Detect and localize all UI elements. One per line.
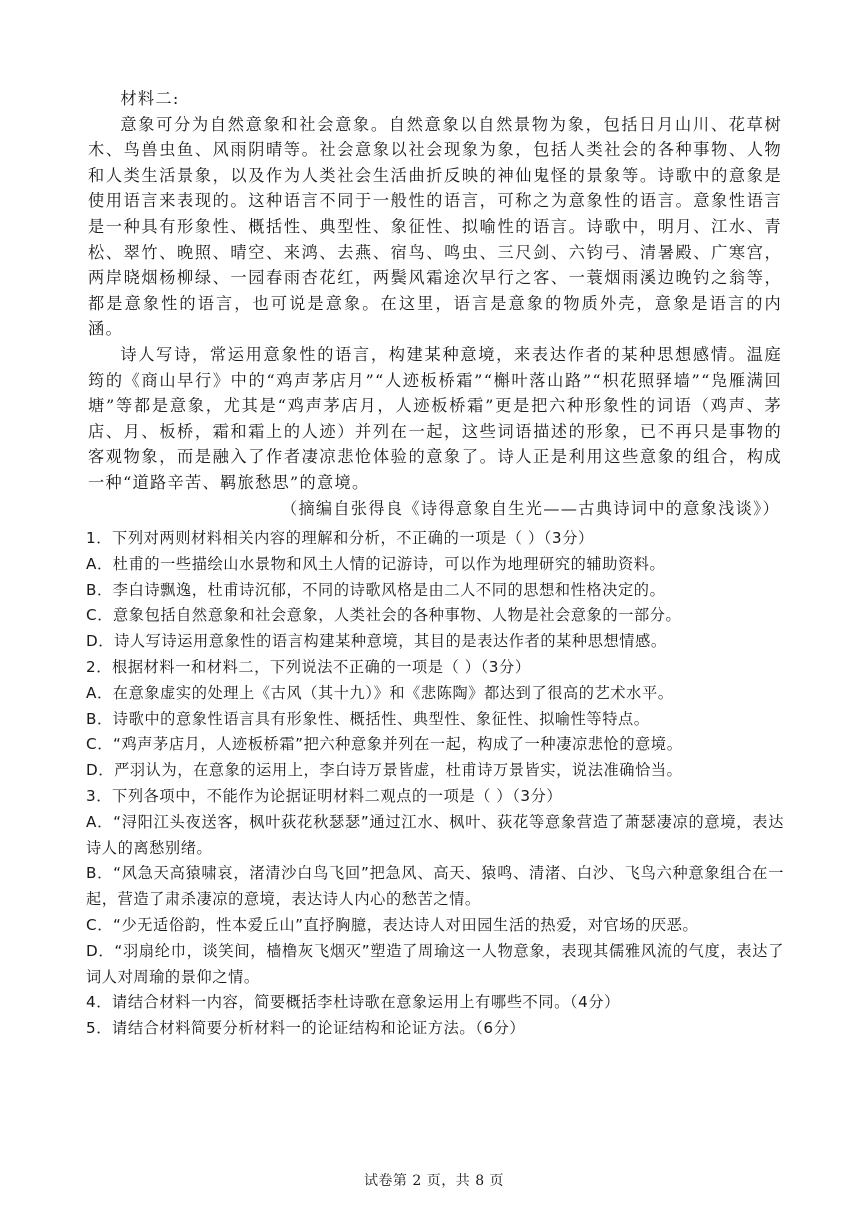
option-d: D．“羽扇纶巾，谈笑间，樯橹灰飞烟灭”塑造了周瑜这一人物意象，表现其儒雅风流的气度，表达了词人对周瑜的景仰之情。: [86, 941, 784, 986]
option-a: A．杜甫的一些描绘山水景物和风土人情的记游诗，可以作为地理研究的辅助资料。: [86, 554, 666, 573]
question-stem: 4．请结合材料一内容，简要概括李杜诗歌在意象运用上有哪些不同。（4分）: [86, 993, 620, 1012]
option-b: B．“风急天高猿啸哀，渚清沙白鸟飞回”把急风、高天、猿鸣、清渚、白沙、飞鸟六种意象组合在一起，营造了肃杀凄凉的意境，表达诗人内心的愁苦之情。: [86, 864, 784, 909]
question-3: [86, 784, 784, 990]
question-stem: 3．下列各项中，不能作为论据证明材料二观点的一项是（ ）（3分）: [86, 786, 563, 805]
material-two-passage: [88, 86, 782, 521]
option-b: B．诗歌中的意象性语言具有形象性、概括性、典型性、象征性、拟喻性等特点。: [86, 709, 650, 728]
option-c: C．“鸡声茅店月，人迹板桥霜”把六种意象并列在一起，构成了一种凄凉悲怆的意境。: [86, 735, 683, 754]
passage-source: （摘编自张得良《诗得意象自生光——古典诗词中的意象浅谈》）: [280, 498, 780, 518]
material-heading: 材料二:: [120, 89, 180, 108]
option-d: D．严羽认为，在意象的运用上，李白诗万景皆虚，杜甫诗万景皆实，说法准确恰当。: [86, 761, 683, 780]
option-c: C．意象包括自然意象和社会意象，人类社会的各种事物、人物是社会意象的一部分。: [86, 606, 682, 625]
question-4: [86, 990, 784, 1016]
option-a: A．“浔阳江头夜送客，枫叶荻花秋瑟瑟”通过江水、枫叶、荻花等意象营造了萧瑟凄凉的意境，表达诗人的离愁别绪。: [86, 812, 784, 857]
question-2: [86, 655, 784, 784]
passage-paragraph-1: 意象可分为自然意象和社会意象。自然意象以自然景物为象，包括日月山川、花草树木、鸟兽虫鱼、风雨阴晴等。社会意象以社会现象为象，包括人类社会的各种事物、人物和人类生活景象，以及作为人类社会生活曲折反映的神仙鬼怪的景象等。诗歌中的意象是使用语言来表现的。这种语言不同于一般性的语言，可称之为意象性的语言。意象性语言是一种具有形象性、概括性、典型性、象征性、拟喻性的语言。诗歌中，明月、江水、青松、翠竹、晚照、晴空、来鸿、去燕、宿鸟、鸣虫、三尺剑、六钧弓、清暑殿、广寒宫，两岸晓烟杨柳绿、一园春雨杏花红，两鬓风霜途次早行之客、一蓑烟雨溪边晚钓之翁等，都是意象性的语言，也可说是意象。在这里，语言是意象的物质外壳，意象是语言的内涵。: [88, 114, 782, 339]
question-1: [86, 526, 784, 655]
question-stem: 2．根据材料一和材料二，下列说法不正确的一项是（ ）（3分）: [86, 657, 531, 676]
question-stem: 1．下列对两则材料相关内容的理解和分析，不正确的一项是（ ）（3分）: [86, 529, 594, 547]
option-d: D．诗人写诗运用意象性的语言构建某种意境，其目的是表达作者的某种思想情感。: [86, 632, 667, 651]
option-c: C．“少无适俗韵，性本爱丘山”直抒胸臆，表达诗人对田园生活的热爱，对官场的厌恶。: [86, 915, 699, 934]
page-number-footer: 试卷第 2 页，共 8 页: [363, 1173, 505, 1189]
option-b: B．李白诗飘逸，杜甫诗沉郁，不同的诗歌风格是由二人不同的思想和性格决定的。: [86, 580, 666, 599]
question-5: [86, 1016, 784, 1042]
question-stem: 5．请结合材料简要分析材料一的论证结构和论证方法。（6分）: [86, 1019, 526, 1038]
question-list: [86, 526, 784, 1042]
option-a: A．在意象虚实的处理上《古风（其十九）》和《悲陈陶》都达到了很高的艺术水平。: [86, 683, 674, 702]
passage-paragraph-2: 诗人写诗，常运用意象性的语言，构建某种意境，来表达作者的某种思想感情。温庭筠的《商山早行》中的“鸡声茅店月”“人迹板桥霜”“槲叶落山路”“枳花照驿墙”“凫雁满回塘”等都是意象，尤其是“鸡声茅店月，人迹板桥霜”更是把六种形象性的词语（鸡声、茅店、月、板桥，霜和霜上的人迹）并列在一起，这些词语描述的形象，已不再只是事物的客观物象，而是融入了作者凄凉悲怆体验的意象了。诗人正是利用这些意象的组合，构成一种“道路辛苦、羁旅愁思”的意境。: [88, 344, 782, 492]
